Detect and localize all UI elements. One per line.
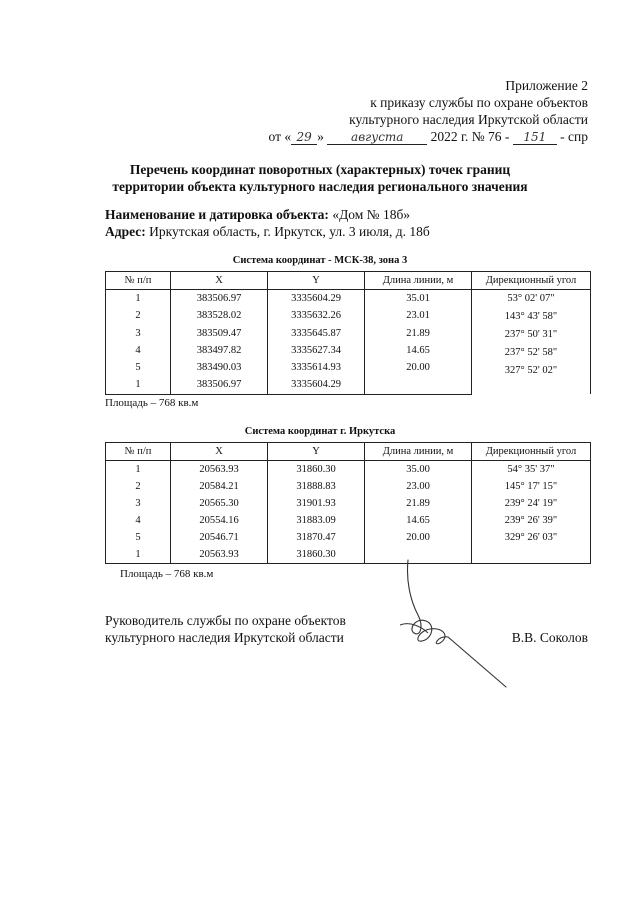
- cell-y: 31860.30: [268, 461, 365, 479]
- angle-value: 237° 50' 31": [504, 329, 558, 340]
- angle-value: 239° 26' 39": [472, 512, 591, 529]
- doc-title-line2: территории объекта культурного наследия регионального значения: [112, 179, 528, 194]
- col-number: № п/п: [106, 272, 171, 290]
- table-row: [106, 512, 591, 529]
- cell-x: 20565.30: [171, 495, 268, 512]
- col-length: Длина линии, м: [365, 443, 472, 461]
- cell-number: 5: [106, 529, 171, 546]
- date-year: 2022 г. № 76 -: [430, 129, 510, 144]
- cell-number: 3: [106, 324, 171, 341]
- cell-number: 2: [106, 307, 171, 324]
- cell-y: 3335604.29: [268, 290, 365, 308]
- table-row: [106, 495, 591, 512]
- cell-x: 383509.47: [171, 324, 268, 341]
- angle-value: 237° 52' 58": [504, 347, 558, 358]
- col-length: Длина линии, м: [365, 272, 472, 290]
- cell-y: 31870.47: [268, 529, 365, 546]
- date-month-handwritten: августа: [327, 131, 427, 145]
- signatory-title-line1: Руководитель службы по охране объектов: [105, 613, 346, 628]
- col-angle: Дирекционный угол: [472, 272, 591, 290]
- cell-number: 2: [106, 478, 171, 495]
- cell-length: 23.01: [365, 307, 472, 324]
- signatory-title-line2: культурного наследия Иркутской области: [105, 630, 344, 645]
- order-number-handwritten: 151: [513, 131, 557, 145]
- angle-value: 53° 02' 07": [507, 293, 555, 304]
- cell-number: 4: [106, 512, 171, 529]
- cell-length: 14.65: [365, 512, 472, 529]
- table-header-row: [106, 443, 591, 461]
- table2-caption: Система координат г. Иркутска: [244, 426, 396, 437]
- cell-y: 3335627.34: [268, 342, 365, 359]
- cell-x: 20563.93: [171, 461, 268, 479]
- object-address: [105, 223, 430, 240]
- cell-y: 31888.83: [268, 478, 365, 495]
- object-address-value: Иркутская область, г. Иркутск, ул. 3 июля, д. 18б: [149, 224, 430, 239]
- cell-x: 383497.82: [171, 342, 268, 359]
- date-day-handwritten: 29: [291, 131, 317, 145]
- order-ref-line2: культурного наследия Иркутской области: [349, 112, 588, 127]
- cell-length: 23.00: [365, 478, 472, 495]
- cell-length: 21.89: [365, 495, 472, 512]
- date-suffix: - спр: [560, 129, 588, 144]
- object-address-label: Адрес:: [105, 224, 146, 239]
- object-name-value: «Дом № 18б»: [332, 207, 411, 222]
- appendix-label: Приложение 2: [505, 78, 588, 93]
- date-mid: »: [317, 129, 324, 144]
- cell-length: 35.01: [365, 290, 472, 308]
- angle-value: 145° 17' 15": [472, 478, 591, 495]
- coordinates-table-msk38: [105, 271, 591, 395]
- col-x: X: [171, 272, 268, 290]
- cell-number: 3: [106, 495, 171, 512]
- handwritten-signature: [380, 555, 520, 695]
- col-y: Y: [268, 272, 365, 290]
- object-name-label: Наименование и датировка объекта:: [105, 207, 329, 222]
- angle-value: 54° 35' 37": [472, 461, 591, 479]
- angle-value: 327° 52' 02": [504, 365, 558, 376]
- cell-y: 3335614.93: [268, 359, 365, 376]
- cell-x: 383528.02: [171, 307, 268, 324]
- cell-length: 35.00: [365, 461, 472, 479]
- cell-y: 31860.30: [268, 546, 365, 564]
- col-angle: Дирекционный угол: [472, 443, 591, 461]
- table-row: [106, 290, 591, 308]
- cell-y: 31883.09: [268, 512, 365, 529]
- col-x: X: [171, 443, 268, 461]
- cell-number: 1: [106, 376, 171, 394]
- table2-area: Площадь – 768 кв.м: [120, 568, 214, 580]
- cell-length: 20.00: [365, 529, 472, 546]
- order-ref-line1: к приказу службы по охране объектов: [370, 95, 588, 110]
- cell-length: [365, 376, 472, 394]
- cell-length: 20.00: [365, 359, 472, 376]
- cell-x: 383506.97: [171, 376, 268, 394]
- table-row: [106, 478, 591, 495]
- cell-x: 383506.97: [171, 290, 268, 308]
- signatory-name: В.В. Соколов: [511, 630, 588, 645]
- cell-number: 5: [106, 359, 171, 376]
- cell-number: 1: [106, 461, 171, 479]
- cell-x: 20554.16: [171, 512, 268, 529]
- cell-number: 4: [106, 342, 171, 359]
- col-number: № п/п: [106, 443, 171, 461]
- table1-caption: Система координат - МСК-38, зона 3: [232, 255, 408, 266]
- angles-cell: [472, 290, 591, 395]
- order-date-line: [269, 128, 588, 145]
- cell-length: 14.65: [365, 342, 472, 359]
- date-prefix: от «: [268, 129, 292, 144]
- cell-x: 20546.71: [171, 529, 268, 546]
- cell-y: 3335632.26: [268, 307, 365, 324]
- cell-y: 3335645.87: [268, 324, 365, 341]
- cell-length: 21.89: [365, 324, 472, 341]
- angle-value: 239° 24' 19": [472, 495, 591, 512]
- coordinates-table-irkutsk: [105, 442, 591, 564]
- cell-y: 31901.93: [268, 495, 365, 512]
- col-y: Y: [268, 443, 365, 461]
- table-header-row: [106, 272, 591, 290]
- object-name: [105, 206, 410, 223]
- angle-value: 143° 43' 58": [504, 311, 558, 322]
- table-row: [106, 529, 591, 546]
- cell-y: 3335604.29: [268, 376, 365, 394]
- cell-number: 1: [106, 546, 171, 564]
- cell-number: 1: [106, 290, 171, 308]
- doc-title-line1: Перечень координат поворотных (характерных) точек границ: [129, 162, 511, 177]
- table1-area: Площадь – 768 кв.м: [105, 397, 199, 409]
- cell-x: 20563.93: [171, 546, 268, 564]
- table-row: [106, 461, 591, 479]
- cell-x: 20584.21: [171, 478, 268, 495]
- angle-value: 329° 26' 03": [472, 529, 591, 546]
- cell-x: 383490.03: [171, 359, 268, 376]
